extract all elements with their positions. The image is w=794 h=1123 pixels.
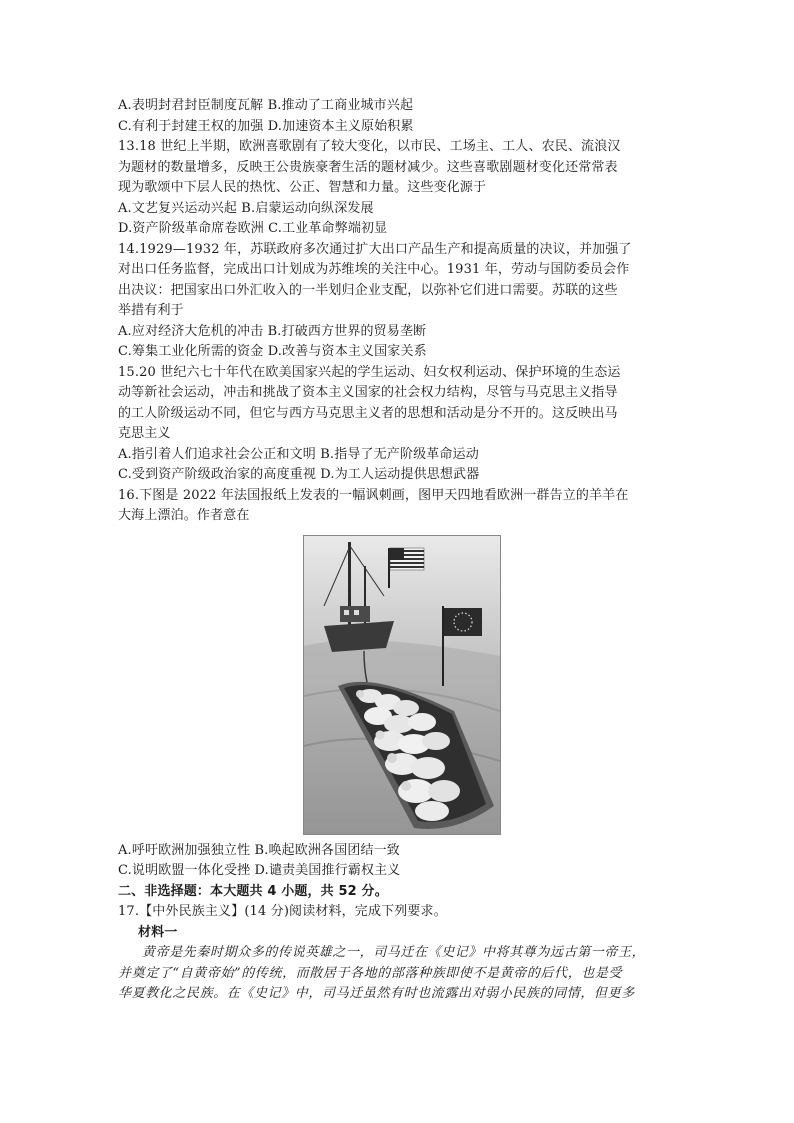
q13-stem-line: 13.18 世纪上半期，欧洲喜歌剧有了较大变化，以市民、工场主、工人、农民、流浪汉 — [118, 139, 621, 154]
material-text-line: 黄帝是先秦时期众多的传说英雄之一，司马迁在《史记》中将其尊为远古第一帝王， — [142, 945, 646, 960]
q16-stem-line: 大海上漂泊。作者意在 — [118, 508, 250, 523]
q16-option-line: A.呼吁欧洲加强独立性 B.唤起欧洲各国团结一致 — [118, 842, 400, 858]
q15-stem-line: 的工人阶级运动不同，但它与西方马克思主义者的思想和活动是分不开的。这反映出马 — [118, 405, 618, 421]
q14-option-line: A.应对经济大危机的冲击 B.打破西方世界的贸易垄断 — [118, 323, 427, 339]
q14-stem-line: 14.1929—1932 年，苏联政府多次通过扩大出口产品生产和提高质量的决议，并加强了 — [118, 241, 632, 257]
q15-stem-line: 克思主义 — [118, 426, 171, 441]
q13-stem-line: 现为歌颂中下层人民的热忱、公正、智慧和力量。这些变化源于 — [118, 180, 487, 195]
q15-option-line: A.指引着人们追求社会公正和文明 B.指导了无产阶级革命运动 — [118, 446, 479, 462]
q13-option-line: D.资产阶级革命席卷欧洲 C.工业革命弊端初显 — [118, 221, 388, 236]
q16-stem-line: 16.下图是 2022 年法国报纸上发表的一幅讽刺画，图甲天四地看欧洲一群告立的羊羊在 — [118, 487, 629, 503]
q15-stem-line: 动等新社会运动，冲击和挑战了资本主义国家的社会权力结构，尽管与马克思主义指导 — [118, 385, 618, 400]
material-text-line: 华夏教化之民族。在《史记》中，司马迁虽然有时也流露出对弱小民族的同情，但更多 — [118, 986, 635, 1001]
material-text-line: 并奠定了“自黄帝始”的传统，而散居于各地的部落种族即使不是黄帝的后代，也是受 — [118, 965, 623, 981]
q17-header: 17.【中外民族主义】(14 分)阅读材料，完成下列要求。 — [118, 904, 447, 919]
q15-option-line: C.受到资产阶级政治家的高度重视 D.为工人运动提供思想武器 — [118, 467, 480, 482]
q13-option-line: A.文艺复兴运动兴起 B.启蒙运动向纵深发展 — [118, 200, 374, 216]
q16-option-line: C.说明欧盟一体化受挫 D.谴责美国推行霸权主义 — [118, 863, 401, 878]
cartoon-illustration — [304, 536, 500, 834]
q14-stem-line: 举措有利于 — [118, 303, 184, 318]
satirical-cartoon-image — [303, 535, 501, 835]
question-13 — [118, 137, 684, 240]
q12-option-line-1: A.表明封君封臣制度瓦解 B.推动了工商业城市兴起 — [118, 98, 414, 113]
q15-stem-line: 15.20 世纪六七十年代在欧美国家兴起的学生运动、妇女权利运动、保护环境的生态运 — [118, 364, 621, 380]
q12-option-line-2: C.有利于封建王权的加强 D.加速资本主义原始积累 — [118, 118, 414, 134]
question-15 — [118, 363, 684, 486]
question-14 — [118, 240, 684, 363]
q13-stem-line: 为题材的数量增多，反映王公贵族豪奢生活的题材减少。这些喜歌剧题材变化还常常表 — [118, 159, 618, 175]
question-17 — [118, 902, 684, 1005]
exam-page — [118, 96, 684, 1005]
question-16 — [118, 486, 684, 882]
material-title: 材料一 — [138, 924, 178, 940]
q14-option-line: C.筹集工业化所需的资金 D.改善与资本主义国家关系 — [118, 344, 427, 359]
section-heading: 二、非选择题：本大题共 4 小题，共 52 分。 — [118, 883, 388, 899]
q14-stem-line: 出决议：把国家出口外汇收入的一半划归企业支配，以弥补它们进口需要。苏联的这些 — [118, 282, 618, 298]
q14-stem-line: 对出口任务监督，完成出口计划成为苏维埃的关注中心。1931 年，劳动与国防委员会作 — [118, 262, 630, 277]
